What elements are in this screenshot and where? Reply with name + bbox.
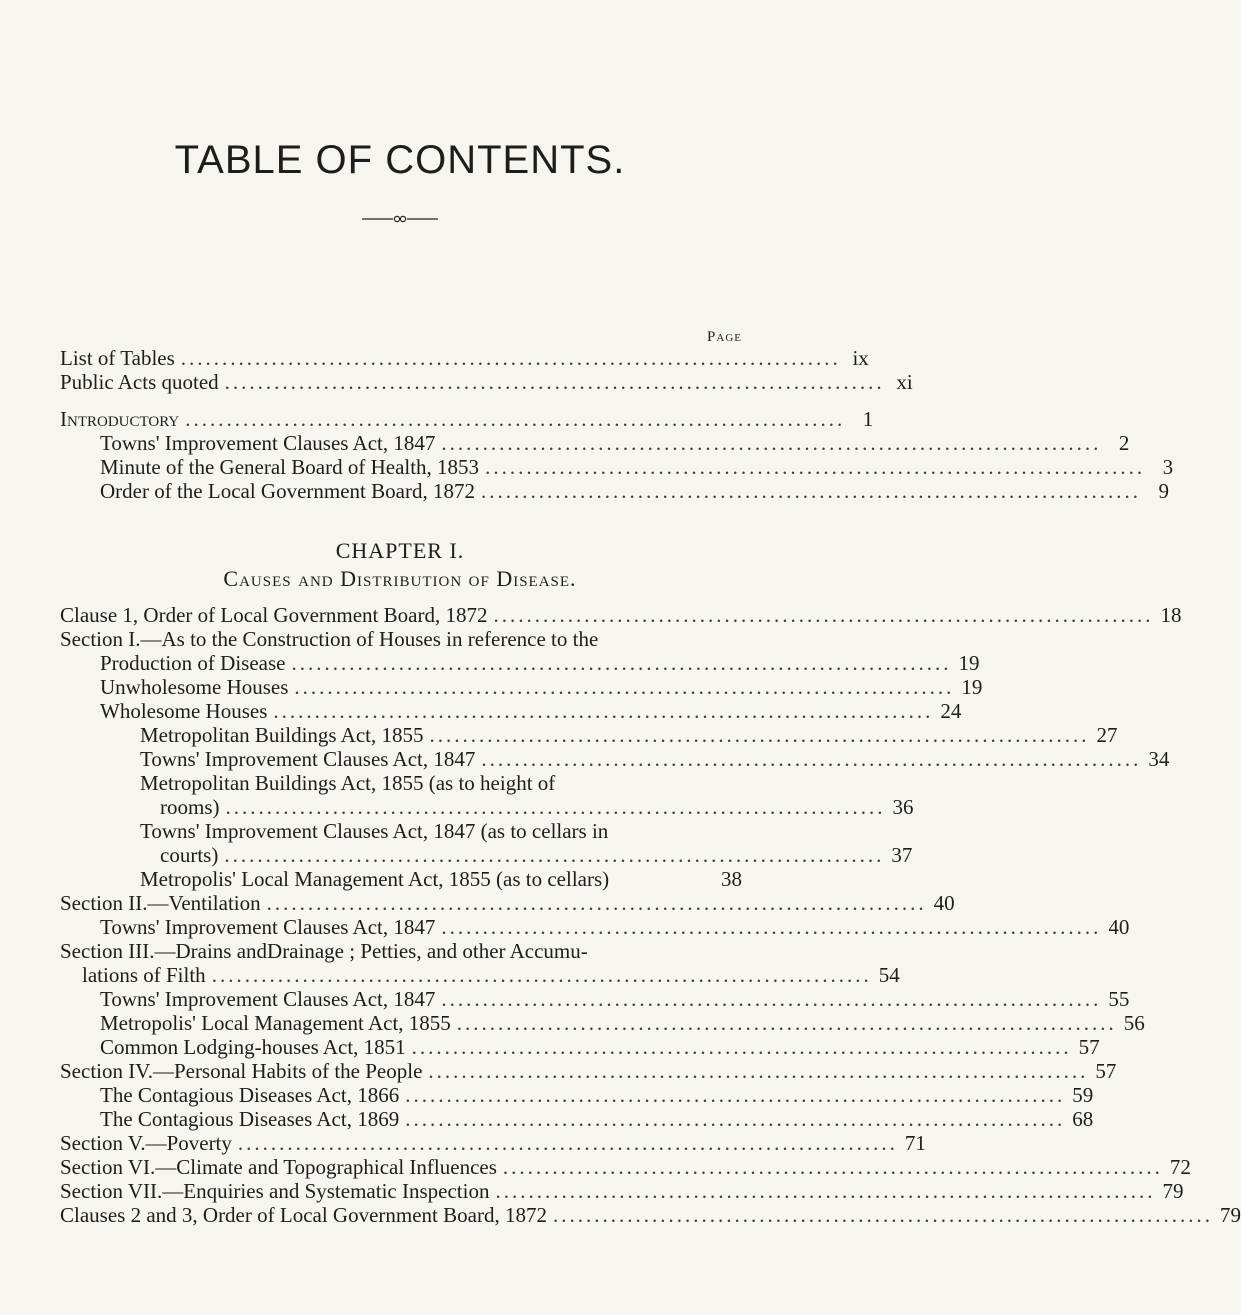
entry-text: courts) [160,843,219,867]
toc-entry-towns-improvement[interactable] [140,747,1170,771]
toc-entry-height-of-rooms-line-1[interactable]: Metropolitan Buildings Act, 1855 (as to height of [140,771,556,795]
leader-dots: ................................................................................ [405,1083,1066,1107]
toc-entry-section-7[interactable] [60,1179,1184,1203]
chapter-number: CHAPTER I. [335,538,465,563]
entry-page: 57 [1078,1035,1100,1059]
leader-dots: ................................................................................ [441,987,1102,1011]
toc-entry-intro-1[interactable] [100,431,1130,455]
entry-text: Towns' Improvement Clauses Act, 1847 [100,915,436,939]
leader-dots: ................................................................................ [441,915,1102,939]
entry-text: The Contagious Diseases Act, 1869 [100,1107,400,1131]
toc-entry-introductory[interactable] [60,407,874,431]
toc-entry-contagious-1866[interactable] [100,1083,1094,1107]
entry-page: 36 [892,795,914,819]
toc-entry-wholesome-houses[interactable] [100,699,962,723]
entry-page: 40 [933,891,955,915]
leader-dots: ................................................................................ [441,431,1102,455]
entry-text: Towns' Improvement Clauses Act, 1847 [100,431,436,455]
entry-page: 79 [1162,1179,1184,1203]
toc-entry-contagious-1869[interactable] [100,1107,1094,1131]
toc-entry-intro-2[interactable] [100,455,1174,479]
toc-entry-section-1[interactable] [100,651,980,675]
entry-page: 56 [1123,1011,1145,1035]
entry-page: 19 [961,675,983,699]
toc-entry-s2-towns-improvement[interactable] [100,915,1130,939]
entry-text: Towns' Improvement Clauses Act, 1847 [100,987,436,1011]
entry-page: 54 [878,963,900,987]
toc-entry-metropolis-cellars[interactable] [140,867,742,891]
leader-dots: ................................................................................ [266,891,927,915]
leader-dots: ................................................................................ [502,1155,1163,1179]
entry-page: 71 [904,1131,926,1155]
entry-text: Metropolis' Local Management Act, 1855 (as to cellars) [140,867,610,891]
entry-page: 55 [1108,987,1130,1011]
leader-dots: ................................................................................ [495,1179,1156,1203]
toc-entry-cellars-in-courts[interactable] [160,843,913,867]
leader-dots: ................................................................................ [485,455,1146,479]
entry-page: 72 [1169,1155,1191,1179]
toc-entry-unwholesome-houses[interactable] [100,675,983,699]
entry-text: Common Lodging-houses Act, 1851 [100,1035,406,1059]
entry-page: 9 [1158,479,1169,503]
leader-dots: ................................................................................ [225,795,886,819]
toc-entry-clause-1[interactable] [60,603,1182,627]
entry-page: 27 [1096,723,1118,747]
entry-text: List of Tables [60,346,175,370]
toc-entry-intro-3[interactable] [100,479,1169,503]
entry-text: lations of Filth [82,963,206,987]
entry-page: xi [896,370,913,394]
toc-entry-list-of-tables[interactable] [60,346,869,370]
leader-dots: ................................................................................ [224,843,885,867]
entry-page: 24 [940,699,962,723]
section-3-heading-line-1[interactable]: Section III.—Drains andDrainage ; Petties, and other Accumu- [60,939,588,963]
entry-page: 34 [1148,747,1170,771]
toc-entry-height-of-rooms[interactable] [160,795,914,819]
toc-entry-section-6[interactable] [60,1155,1191,1179]
leader-dots: ................................................................................ [273,699,934,723]
section-1-heading-line-1[interactable]: Section I.—As to the Construction of Houses in reference to the [60,627,599,651]
entry-text: Clauses 2 and 3, Order of Local Government Board, 1872 [60,1203,547,1227]
entry-text: Wholesome Houses [100,699,268,723]
page-title: TABLE OF CONTENTS. [174,138,626,182]
entry-text: Section IV.—Personal Habits of the People [60,1059,423,1083]
toc-entry-public-acts[interactable] [60,370,913,394]
leader-dots: ................................................................................ [237,1131,898,1155]
entry-page: 59 [1072,1083,1094,1107]
leader-dots: ................................................................................ [428,1059,1089,1083]
toc-entry-section-5[interactable] [60,1131,926,1155]
leader-dots: ................................................................................ [480,479,1141,503]
leader-dots: ................................................................................ [180,346,841,370]
page-column-label: Page [707,329,742,345]
leader-dots: ................................................................................ [224,370,885,394]
leader-dots: ................................................................................ [405,1107,1066,1131]
entry-text: Public Acts quoted [60,370,219,394]
toc-entry-clauses-2-3[interactable] [60,1203,1241,1227]
entry-page: 38 [721,867,742,891]
entry-page: 1 [862,407,874,431]
entry-text: Towns' Improvement Clauses Act, 1847 [140,747,476,771]
entry-page: 57 [1095,1059,1117,1083]
entry-page: 37 [891,843,913,867]
entry-page: 3 [1162,455,1174,479]
toc-entry-s3-metropolis[interactable] [100,1011,1145,1035]
leader-dots: ................................................................................ [429,723,1090,747]
chapter-title: Causes and Distribution of Disease. [223,566,577,591]
entry-text: Introductory [60,407,180,431]
leader-dots: ................................................................................ [552,1203,1213,1227]
entry-page: 2 [1118,431,1130,455]
entry-text: Section VI.—Climate and Topographical Influences [60,1155,497,1179]
entry-text: Metropolitan Buildings Act, 1855 [140,723,424,747]
entry-page: 18 [1160,603,1182,627]
entry-page: 68 [1072,1107,1094,1131]
entry-text: Clause 1, Order of Local Government Board, 1872 [60,603,488,627]
leader-dots: ................................................................................ [211,963,872,987]
entry-text: Metropolis' Local Management Act, 1855 [100,1011,451,1035]
entry-text: Section V.—Poverty [60,1131,232,1155]
toc-entry-metropolitan-buildings[interactable] [140,723,1118,747]
entry-page: 79 [1219,1203,1241,1227]
entry-page: 19 [958,651,980,675]
leader-dots: ................................................................................ [294,675,955,699]
leader-dots: ................................................................................ [291,651,952,675]
leader-dots: ................................................................................ [481,747,1142,771]
toc-entry-section-4[interactable] [60,1059,1117,1083]
entry-page: ix [852,346,869,370]
entry-text: Minute of the General Board of Health, 1853 [100,455,480,479]
entry-text: The Contagious Diseases Act, 1866 [100,1083,400,1107]
toc-entry-section-2[interactable] [60,891,955,915]
entry-text: Production of Disease [100,651,286,675]
leader-dots: ................................................................................ [411,1035,1072,1059]
leader-dots: ................................................................................ [456,1011,1117,1035]
leader-dots: ................................................................................ [185,407,846,431]
entry-text: Order of the Local Government Board, 1872 [100,479,475,503]
toc-entry-s3-lodging-houses[interactable] [100,1035,1100,1059]
toc-entry-section-3[interactable] [82,963,900,987]
entry-page: 40 [1108,915,1130,939]
toc-entry-cellars-in-courts-line-1[interactable]: Towns' Improvement Clauses Act, 1847 (as to cellars in [140,819,609,843]
entry-text: Section VII.—Enquiries and Systematic Inspection [60,1179,490,1203]
entry-text: Unwholesome Houses [100,675,289,699]
toc-entry-s3-towns-improvement[interactable] [100,987,1130,1011]
entry-text: Section II.—Ventilation [60,891,261,915]
ornament-divider-icon [360,214,440,224]
leader-dots: ................................................................................ [493,603,1154,627]
entry-text: rooms) [160,795,220,819]
